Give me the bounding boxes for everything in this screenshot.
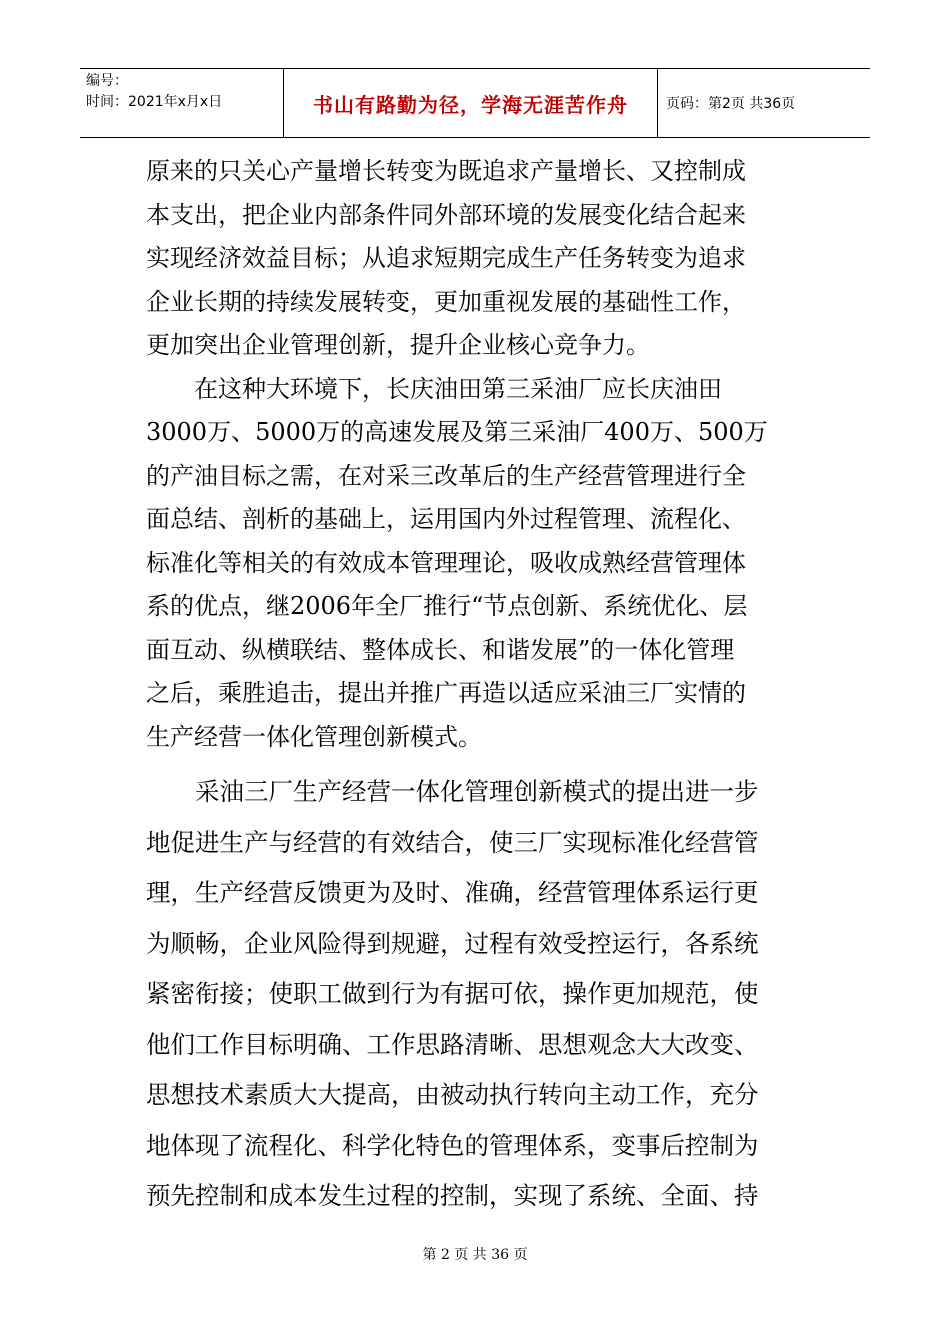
number-label: 编号： (86, 73, 128, 89)
text-line: 原来的只关心产量增长转变为既追求产量增长、又控制成 (146, 157, 746, 185)
text-line: 本支出，把企业内部条件同外部环境的发展变化结合起来 (146, 200, 746, 229)
header-meta (80, 69, 284, 137)
text-line: 地促进生产与经营的有效结合，使三厂实现标准化经营管 (146, 827, 759, 857)
text-line: 思想技术素质大大提高，由被动执行转向主动工作，充分 (146, 1080, 759, 1109)
text-line: 生产经营一体化管理创新模式。 (146, 722, 482, 751)
page-footer: 第 2 页 共 36 页 (422, 1247, 528, 1263)
text-line: 采油三厂生产经营一体化管理创新模式的提出进一步 (195, 777, 759, 806)
text-line: 地体现了流程化、科学化特色的管理体系，变事后控制为 (146, 1130, 759, 1160)
text-line: 面互动、纵横联结、整体成长、和谐发展”的一体化管理 (146, 635, 735, 664)
text-line: 理，生产经营反馈更为及时、准确，经营管理体系运行更 (146, 878, 759, 907)
paragraph-1 (146, 150, 806, 368)
document-body (146, 150, 806, 1222)
text-line: 为顺畅，企业风险得到规避，过程有效受控运行，各系统 (146, 928, 759, 958)
header-motto-cell (284, 69, 658, 137)
text-line: 预先控制和成本发生过程的控制，实现了系统、全面、持 (146, 1181, 759, 1210)
text-line: 在这种大环境下，长庆油田第三采油厂应长庆油田 (194, 374, 722, 403)
header-page-cell (658, 69, 870, 137)
text-line: 系的优点，继2006年全厂推行“节点创新、系统优化、层 (146, 592, 748, 620)
text-line: 实现经济效益目标；从追求短期完成生产任务转变为追求 (146, 244, 746, 272)
paragraph-3 (146, 767, 806, 1222)
page-header (80, 68, 870, 138)
text-line: 更加突出企业管理创新，提升企业核心竞争力。 (146, 331, 650, 359)
text-line: 紧密衔接；使职工做到行为有据可依，操作更加规范，使 (146, 979, 759, 1008)
header-motto: 书山有路勤为径，学海无涯苦作舟 (313, 92, 628, 117)
text-line: 他们工作目标明确、工作思路清晰、思想观念大大改变、 (146, 1029, 759, 1059)
text-line: 之后，乘胜追击，提出并推广再造以适应采油三厂实情的 (146, 679, 746, 707)
page-info: 页码：第2页 共36页 (666, 96, 796, 112)
paragraph-2 (146, 368, 806, 760)
text-line: 面总结、剖析的基础上，运用国内外过程管理、流程化、 (146, 505, 746, 533)
text-line: 的产油目标之需，在对采三改革后的生产经营管理进行全 (146, 461, 746, 490)
text-line: 3000万、5000万的高速发展及第三采油厂400万、500万 (146, 418, 768, 446)
text-line: 企业长期的持续发展转变，更加重视发展的基础性工作， (146, 287, 746, 316)
text-line: 标准化等相关的有效成本管理理论，吸收成熟经营管理体 (146, 548, 746, 577)
time-label: 时间：2021年x月x日 (86, 94, 223, 110)
